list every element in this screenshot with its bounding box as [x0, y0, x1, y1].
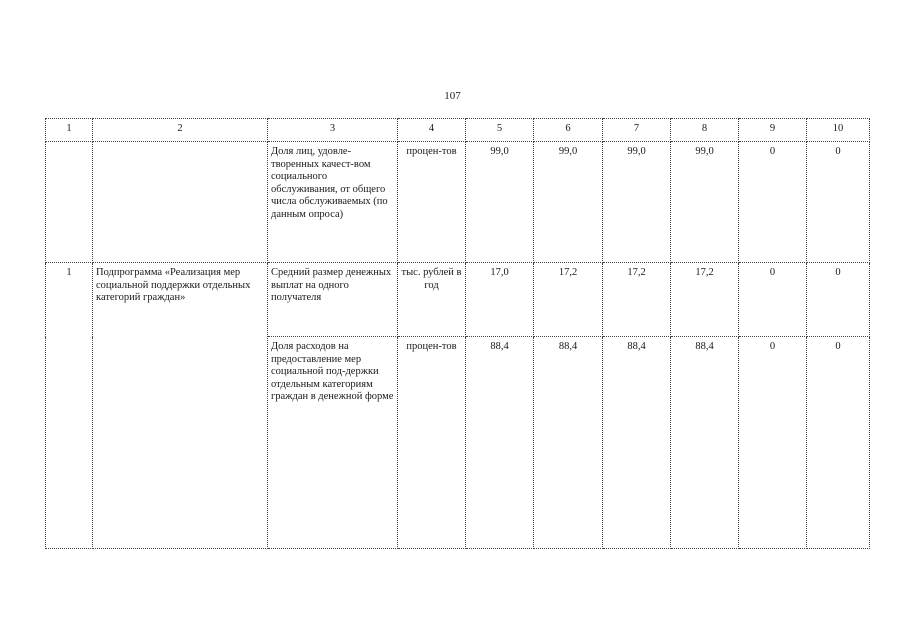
value-cell: 0: [807, 337, 870, 549]
table-header-row: [46, 119, 870, 142]
column-header: 1: [46, 119, 93, 142]
column-header: 9: [739, 119, 807, 142]
value-cell: 17,2: [534, 263, 603, 337]
value-cell: 99,0: [603, 142, 671, 263]
value-cell: 17,2: [603, 263, 671, 337]
column-header: 5: [466, 119, 534, 142]
column-header: 6: [534, 119, 603, 142]
column-header: 7: [603, 119, 671, 142]
program-name-cell: Подпрограмма «Реализация мер социальной поддержки отдельных категорий граждан»: [93, 263, 268, 549]
value-cell: 17,0: [466, 263, 534, 337]
value-cell: 0: [739, 263, 807, 337]
value-cell: 0: [807, 142, 870, 263]
indicator-cell: Доля лиц, удовле-творенных качест-вом социального обслуживания, от общего числа обслуживаемых (по данным опроса): [268, 142, 398, 263]
value-cell: 0: [807, 263, 870, 337]
unit-cell: процен-тов: [398, 337, 466, 549]
value-cell: 17,2: [671, 263, 739, 337]
indicator-cell: Средний размер денежных выплат на одного получателя: [268, 263, 398, 337]
column-header: 8: [671, 119, 739, 142]
column-header: 10: [807, 119, 870, 142]
value-cell: 99,0: [534, 142, 603, 263]
column-header: 4: [398, 119, 466, 142]
value-cell: 88,4: [534, 337, 603, 549]
value-cell: 99,0: [671, 142, 739, 263]
unit-cell: тыс. рублей в год: [398, 263, 466, 337]
table-row: [46, 263, 870, 337]
column-header: 2: [93, 119, 268, 142]
program-name-cell: [93, 142, 268, 263]
value-cell: 88,4: [671, 337, 739, 549]
value-cell: 0: [739, 337, 807, 549]
column-header: 3: [268, 119, 398, 142]
table-row: [46, 142, 870, 263]
data-table: [45, 118, 870, 549]
indicator-cell: Доля расходов на предоставление мер социальной под-держки отдельным категориям граждан в денежной форме: [268, 337, 398, 549]
value-cell: 99,0: [466, 142, 534, 263]
row-number-cell: 1: [46, 263, 93, 549]
unit-cell: процен-тов: [398, 142, 466, 263]
value-cell: 88,4: [466, 337, 534, 549]
row-number-cell: [46, 142, 93, 263]
value-cell: 0: [739, 142, 807, 263]
page-number: 107: [444, 90, 461, 102]
value-cell: 88,4: [603, 337, 671, 549]
